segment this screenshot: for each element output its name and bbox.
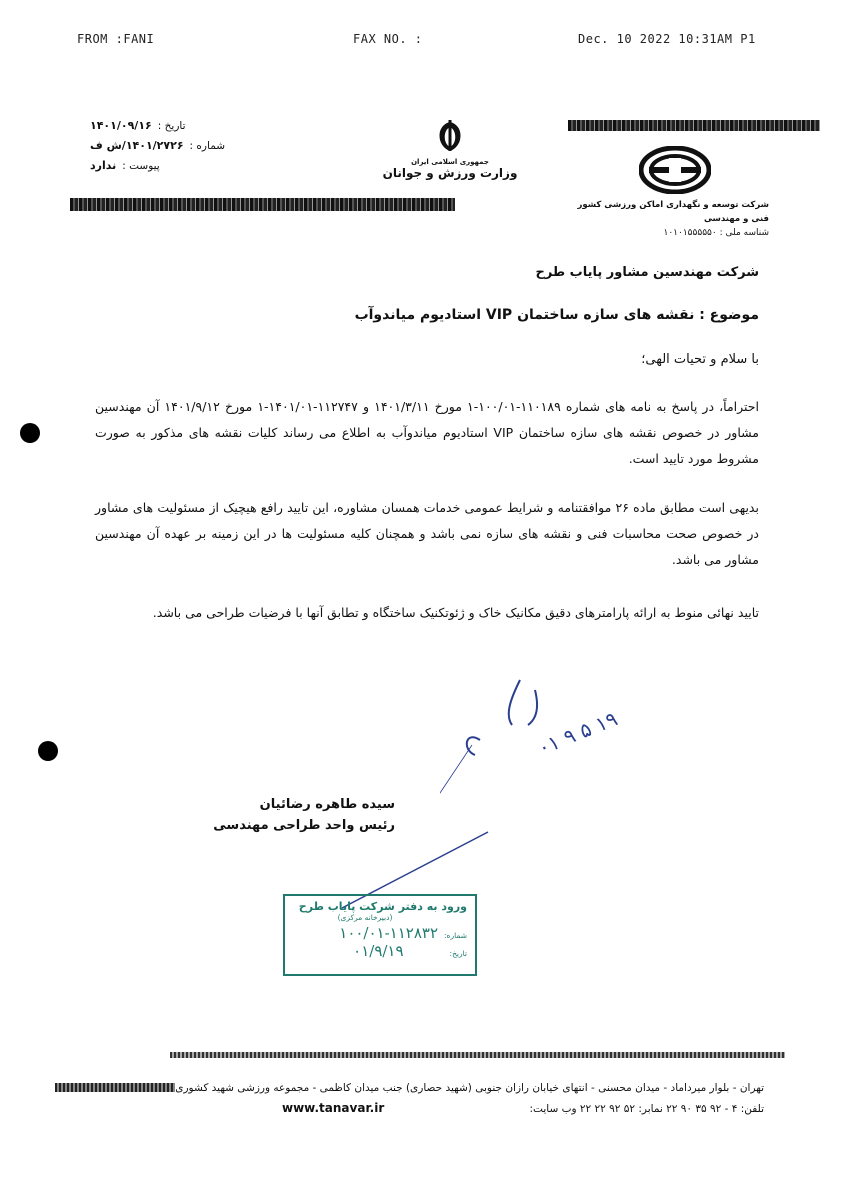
- date-label: تاریخ :: [157, 120, 186, 132]
- greeting: با سلام و تحیات الهی؛: [641, 352, 759, 367]
- attachment-value: ندارد: [90, 159, 117, 172]
- header-divider-left: [70, 198, 455, 211]
- ministry-republic: جمهوری اسلامی ایران: [411, 158, 489, 166]
- recipient: شرکت مهندسین مشاور پایاب طرح: [535, 265, 759, 280]
- ministry-name: وزارت ورزش و جوانان: [382, 166, 518, 180]
- stamp-number-value: ۱۰۰/۰۱-۱۱۲۸۳۲: [339, 924, 439, 942]
- paragraph-1: احتراماً، در پاسخ به نامه های شماره ۱۱۰۱۸۹-۱۰۰/۰۱-۱ مورخ ۱۴۰۱/۳/۱۱ و ۱۱۲۷۴۷-۱۴۰۱/۰۱-۱ مورخ ۱۴۰۱/۹/۱۲ آن مهندسین مشاور در خصوص نقشه های سازه ساختمان VIP استادیوم میاندوآب به اطلاع می رساند کلیات نقشه های مذکور به صورت مشروط مورد تایید است.: [95, 399, 760, 466]
- fax-number: FAX NO. :: [353, 32, 423, 46]
- signatory-name: سیده طاهره رضائیان: [259, 797, 395, 812]
- punch-hole-top: [20, 423, 40, 443]
- number-value: ۱۴۰۱/۲۷۲۶/ش ف: [90, 139, 184, 152]
- footer-website: www.tanavar.ir: [282, 1101, 385, 1115]
- header-divider-right: [568, 120, 820, 131]
- attachment-label: پیوست :: [122, 160, 160, 172]
- fax-datetime: Dec. 10 2022 10:31AM P1: [578, 32, 756, 46]
- iran-emblem-icon: [433, 118, 467, 154]
- incoming-stamp: [283, 894, 477, 976]
- stamp-date-label: تاریخ:: [449, 949, 467, 958]
- company-national-id: شناسه ملی : ۱۰۱۰۱۵۵۵۵۵۰: [663, 228, 769, 238]
- footer-address: تهران - بلوار میرداماد - میدان محسنی - انتهای خیابان رازان جنوبی (شهید حصاری) جنب میدان کاظمی - مجموعه ورزشی شهید کشوری: [175, 1082, 764, 1094]
- stamp-heading: ورود به دفتر شرکت پایاب طرح: [298, 900, 467, 913]
- footer-divider-left: [55, 1083, 175, 1092]
- letter-meta: [90, 116, 270, 176]
- footer-contact: تلفن: ۴ - ۹۲ ۳۵ ۹۰ ۲۲ نمابر: ۵۲ ۹۲ ۲۲ ۲۲ وب سایت:: [529, 1103, 764, 1115]
- company-name: شرکت توسعه و نگهداری اماکن ورزشی کشور: [577, 200, 769, 210]
- ministry-block: [380, 118, 520, 180]
- signature-block: [185, 797, 395, 833]
- paragraph-3: تایید نهائی منوط به ارائه پارامترهای دقیق مکانیک خاک و ژئوتکنیک ساختگاه و تطابق آنها با فرضیات طراحی می باشد.: [152, 605, 759, 620]
- signatory-title: رئیس واحد طراحی مهندسی: [213, 818, 395, 833]
- footer-divider-top: [170, 1052, 785, 1058]
- handwritten-note: ۱۹ ۵ ۹ ۰۱: [534, 706, 621, 760]
- stamp-sub: (دبیرخانه مرکزی): [337, 913, 393, 922]
- company-logo-icon: [639, 146, 711, 194]
- company-dept: فنی و مهندسی: [703, 214, 769, 224]
- stamp-number-label: شماره:: [444, 931, 467, 940]
- paragraph-2: بدیهی است مطابق ماده ۲۶ موافقتنامه و شرایط عمومی خدمات همسان مشاوره، این تایید رافع هیچیک از مسئولیت های مشاور در خصوص صحت محاسبات فنی و نقشه های سازه نمی باشد و همچنان کلیه مسئولیت ها در این زمینه بر عهده آن مهندسین مشاور می باشد.: [95, 500, 759, 567]
- subject: موضوع : نقشه های سازه ساختمان VIP استادیوم میاندوآب: [354, 307, 759, 323]
- punch-hole-bottom: [38, 741, 58, 761]
- stamp-date-value: ۰۱/۹/۱۹: [353, 942, 404, 960]
- company-info: [569, 198, 769, 240]
- fax-from: FROM :FANI: [77, 32, 155, 46]
- date-value: ۱۴۰۱/۰۹/۱۶: [90, 119, 152, 132]
- number-label: شماره :: [189, 140, 226, 152]
